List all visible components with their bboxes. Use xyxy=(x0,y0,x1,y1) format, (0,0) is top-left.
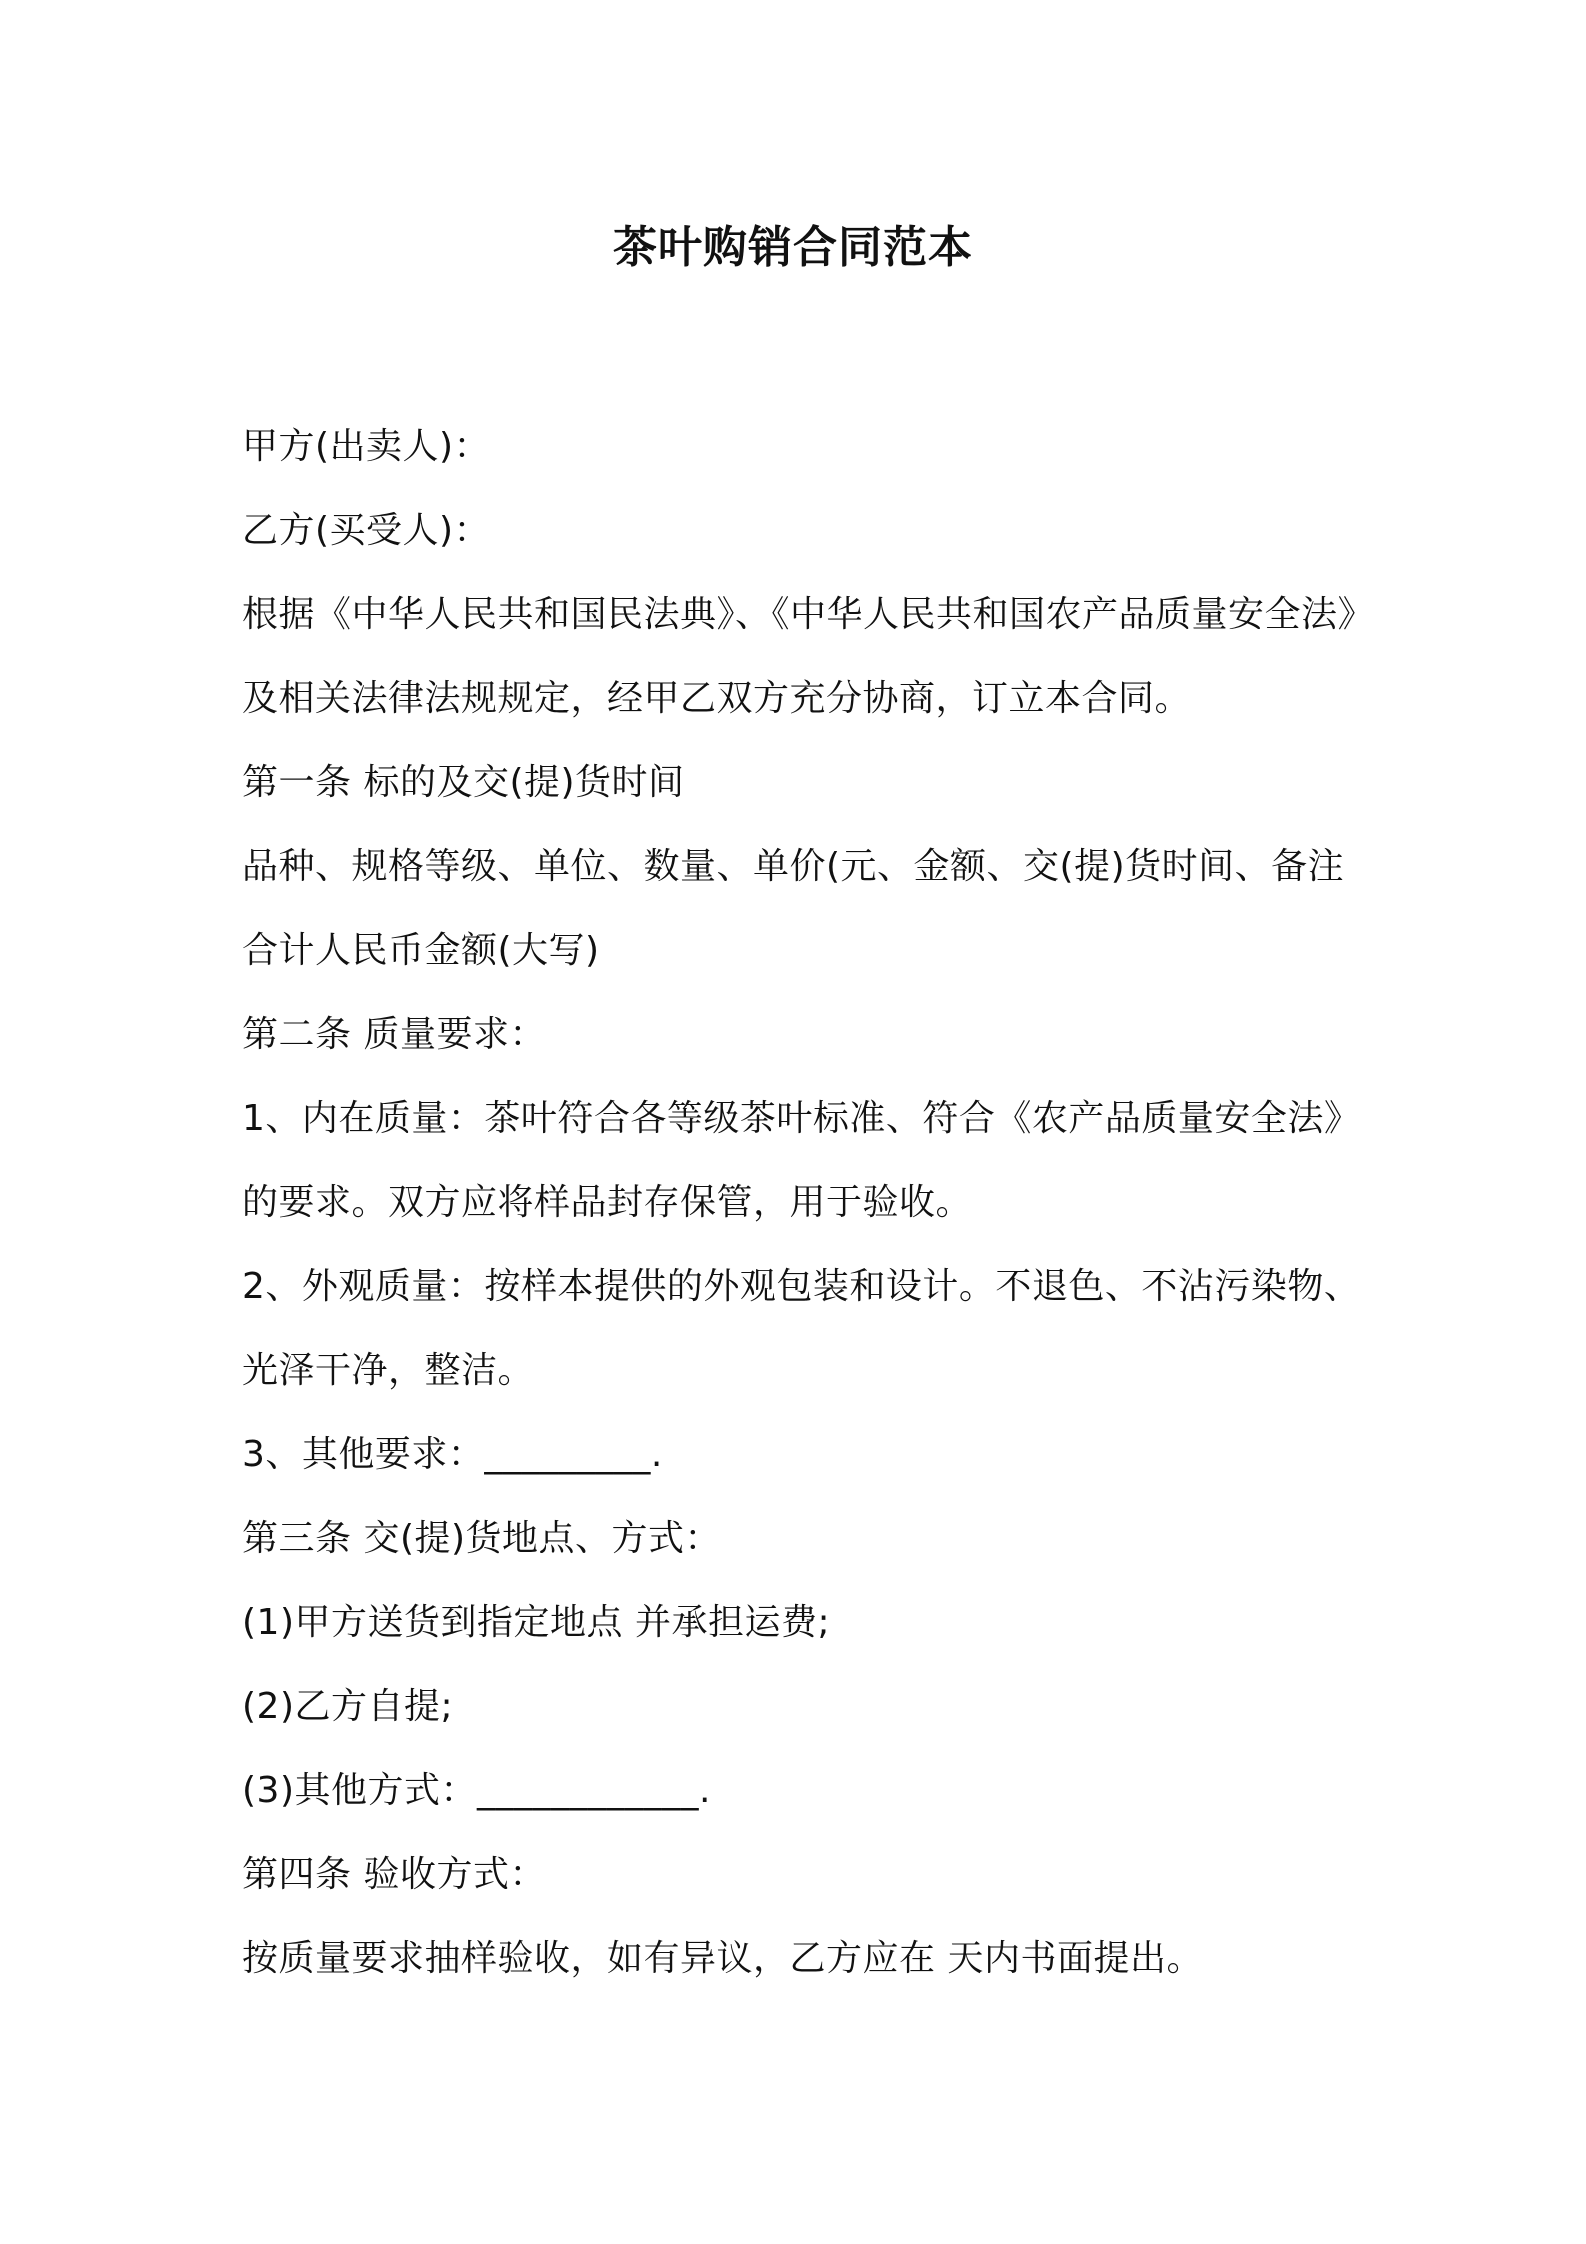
quality-external-line-2: 光泽干净，整洁。 xyxy=(242,1350,535,1391)
acceptance-line: 按质量要求抽样验收，如有异议，乙方应在 天内书面提出。 xyxy=(242,1938,1203,1979)
delivery-option-3: (3)其他方式：____________. xyxy=(242,1770,711,1811)
quality-external-line-1: 2、外观质量：按样本提供的外观包装和设计。不退色、不沾污染物、 xyxy=(242,1266,1361,1307)
article-1-heading: 第一条 标的及交(提)货时间 xyxy=(242,762,685,803)
delivery-option-1: (1)甲方送货到指定地点 并承担运费; xyxy=(242,1602,831,1643)
article-1-total: 合计人民币金额(大写) xyxy=(242,930,600,971)
delivery-option-2: (2)乙方自提; xyxy=(242,1686,454,1727)
quality-internal-line-1: 1、内在质量：茶叶符合各等级茶叶标准、符合《农产品质量安全法》 xyxy=(242,1098,1361,1139)
party-b-line: 乙方(买受人)： xyxy=(242,510,491,551)
article-1-fields: 品种、规格等级、单位、数量、单价(元、金额、交(提)货时间、备注 xyxy=(242,846,1345,887)
quality-internal-line-2: 的要求。双方应将样品封存保管，用于验收。 xyxy=(242,1182,973,1223)
article-2-heading: 第二条 质量要求： xyxy=(242,1014,546,1055)
article-4-heading: 第四条 验收方式： xyxy=(242,1854,546,1895)
document-title: 茶叶购销合同范本 xyxy=(613,222,973,273)
document-body xyxy=(242,405,1382,2001)
quality-other-line: 3、其他要求：_________. xyxy=(242,1434,663,1475)
article-3-heading: 第三条 交(提)货地点、方式： xyxy=(242,1518,722,1559)
party-a-line: 甲方(出卖人)： xyxy=(242,426,491,467)
legal-basis-line-2: 及相关法律法规规定，经甲乙双方充分协商，订立本合同。 xyxy=(242,678,1192,719)
legal-basis-line-1: 根据《中华人民共和国民法典》、《中华人民共和国农产品质量安全法》 xyxy=(242,594,1375,635)
